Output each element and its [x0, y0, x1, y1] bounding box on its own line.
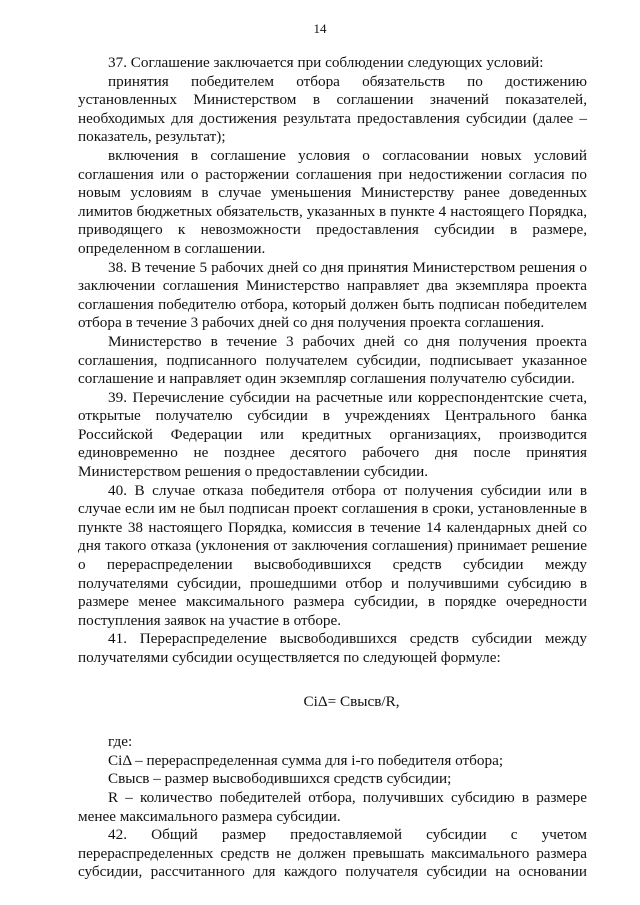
- definition-ci: CiΔ – перераспределенная сумма для i-го победителя отбора;: [108, 751, 504, 769]
- paragraph-37-condition-2: включения в соглашение условия о согласовании новых условий соглашения или о расторжении соглашения при недостижении согласия по новым условиям в случае уменьшения Министерству ранее доведенных лимитов бюджетных обязательств, указанных в пункте 4 настоящего Порядка, приводящего к невозможности предоставления субсидии в размере, определенном в соглашении.: [78, 146, 587, 257]
- page-number: 14: [313, 21, 327, 36]
- definition-cvysv: Cвысв – размер высвободившихся средств субсидии;: [108, 770, 452, 788]
- paragraph-38-continued: Министерство в течение 3 рабочих дней со дня получения проекта соглашения, подписанного получателем субсидии, подписывает указанное соглашение и направляет один экземпляр соглашения получателю субсидии.: [78, 332, 587, 388]
- paragraph-38: 38. В течение 5 рабочих дней со дня принятия Министерством решения о заключении соглашения Министерство направляет два экземпляра проекта соглашения победителю отбора, который должен быть подписан победителем отбора в течение 3 рабочих дней со дня получения проекта соглашения.: [78, 258, 587, 332]
- paragraph-42: 42. Общий размер предоставляемой субсидии с учетом перераспределенных средств не должен превышать максимального размера субсидии, рассчитанного для каждого получателя субсидии на основании: [78, 826, 587, 881]
- definition-r: R – количество победителей отбора, получивших субсидию в размере менее максимального размера субсидии.: [78, 788, 587, 825]
- redistribution-formula: CiΔ= Cвысв/R,: [303, 692, 400, 710]
- paragraph-41: 41. Перераспределение высвободившихся средств субсидии между получателями субсидии осуществляется по следующей формуле:: [78, 630, 587, 666]
- formula-where-label: где:: [108, 733, 133, 751]
- paragraph-37-condition-1: принятия победителем отбора обязательств по достижению установленных Министерством в соглашении значений показателей, необходимых для достижения результата предоставления субсидии (далее – показатель, результат);: [78, 72, 587, 146]
- paragraph-37: 37. Соглашение заключается при соблюдении следующих условий:: [108, 54, 544, 71]
- document-body: [78, 54, 587, 882]
- paragraph-39: 39. Перечисление субсидии на расчетные или корреспондентские счета, открытые получателю субсидии в учреждениях Центрального банка Российской Федерации или кредитных организациях, производится единовременно не позднее десятого рабочего дня после принятия Министерством решения о предоставлении субсидии.: [78, 388, 587, 481]
- paragraph-40: 40. В случае отказа победителя отбора от получения субсидии или в случае если им не был подписан проект соглашения в сроки, установленные в пункте 38 настоящего Порядка, комиссия в течение 14 календарных дней со дня такого отказа (уклонения от заключения соглашения) принимает решение о перераспределении высвободившихся средств субсидии между получателями субсидии, прошедшими отбор и получившими субсидию в размере менее максимального размера субсидии, в порядке очередности поступления заявок на участие в отборе.: [78, 481, 587, 629]
